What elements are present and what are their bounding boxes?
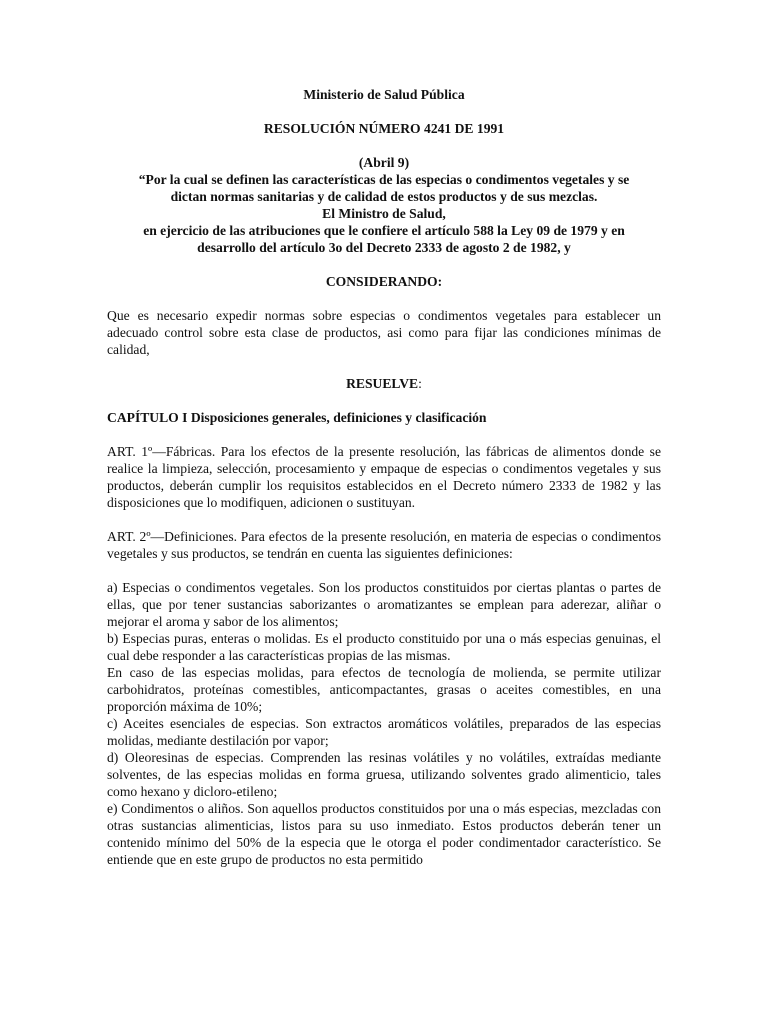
definition-b-note: En caso de las especias molidas, para efectos de tecnología de molienda, se permite utilizar carbohidratos, proteínas comestibles, anticompactantes, grasas o aceites comestibles, en una proporción máxima de 10%; bbox=[107, 665, 661, 714]
minister-line: El Ministro de Salud, bbox=[322, 206, 446, 221]
resolution-date: (Abril 9) bbox=[358, 155, 410, 170]
resuelve-heading bbox=[107, 375, 661, 392]
resolution-block bbox=[107, 154, 661, 256]
resolution-subject-line-1: “Por la cual se definen las características de las especias o condimentos vegetales y se bbox=[138, 172, 630, 187]
document-page bbox=[107, 86, 661, 868]
chapter-heading: CAPÍTULO I Disposiciones generales, definiciones y clasificación bbox=[107, 410, 487, 425]
definition-e: e) Condimentos o aliños. Son aquellos productos constituidos por una o más especias, mezcladas con otras sustancias alimenticias, listos para su uso inmediato. Estos productos deberán tener un contenido mínimo del 50% de la especia que le otorga el poder condimentador característico. Se entiende que en este grupo de productos no esta permitido bbox=[107, 801, 661, 867]
definition-c: c) Aceites esenciales de especias. Son extractos aromáticos volátiles, preparados de las especias molidas, mediante destilación por vapor; bbox=[107, 716, 661, 748]
resolution-title: RESOLUCIÓN NÚMERO 4241 DE 1991 bbox=[263, 121, 505, 136]
resolution-subject-line-2: dictan normas sanitarias y de calidad de estos productos y de sus mezclas. bbox=[170, 189, 598, 204]
powers-line-1: en ejercicio de las atribuciones que le confiere el artículo 588 la Ley 09 de 1979 y en bbox=[143, 223, 625, 238]
definition-d: d) Oleoresinas de especias. Comprenden las resinas volátiles y no volátiles, extraídas mediante solventes, de las especias molidas en forma gruesa, utilizando solventes grado alimenticio, tales como hexano y dicloro-etileno; bbox=[107, 750, 661, 799]
definitions-list bbox=[107, 579, 661, 868]
definition-b: b) Especias puras, enteras o molidas. Es el producto constituido por una o más especias genuinas, el cual debe responder a las características propias de las mismas. bbox=[107, 631, 661, 663]
article-1-paragraph: ART. 1º—Fábricas. Para los efectos de la presente resolución, las fábricas de alimentos donde se realice la limpieza, selección, procesamiento y empaque de especias o condimentos vegetales y sus productos, deberán cumplir los requisitos establecidos en el Decreto número 2333 de 1982 y las disposiciones que lo modifiquen, adicionen o sustituyan. bbox=[107, 444, 661, 510]
resuelve-heading-text: RESUELVE bbox=[346, 376, 419, 391]
definition-a: a) Especias o condimentos vegetales. Son los productos constituidos por ciertas plantas o partes de ellas, que por tener sustancias saborizantes o aromatizantes se emplean para aderezar, aliñar o mejorar el aroma y sabor de los alimentos; bbox=[107, 580, 661, 629]
considerando-paragraph: Que es necesario expedir normas sobre especias o condimentos vegetales para establecer un adecuado control sobre esta clase de productos, asi como para fijar las condiciones mínimas de calidad, bbox=[107, 308, 661, 357]
article-2-paragraph: ART. 2º—Definiciones. Para efectos de la presente resolución, en materia de especias o condimentos vegetales y sus productos, se tendrán en cuenta las siguientes definiciones: bbox=[107, 529, 661, 561]
considerando-heading: CONSIDERANDO: bbox=[325, 274, 443, 289]
resuelve-heading-colon: : bbox=[418, 376, 422, 391]
ministry-heading: Ministerio de Salud Pública bbox=[303, 87, 465, 102]
powers-line-2: desarrollo del artículo 3o del Decreto 2333 de agosto 2 de 1982, y bbox=[197, 240, 571, 255]
